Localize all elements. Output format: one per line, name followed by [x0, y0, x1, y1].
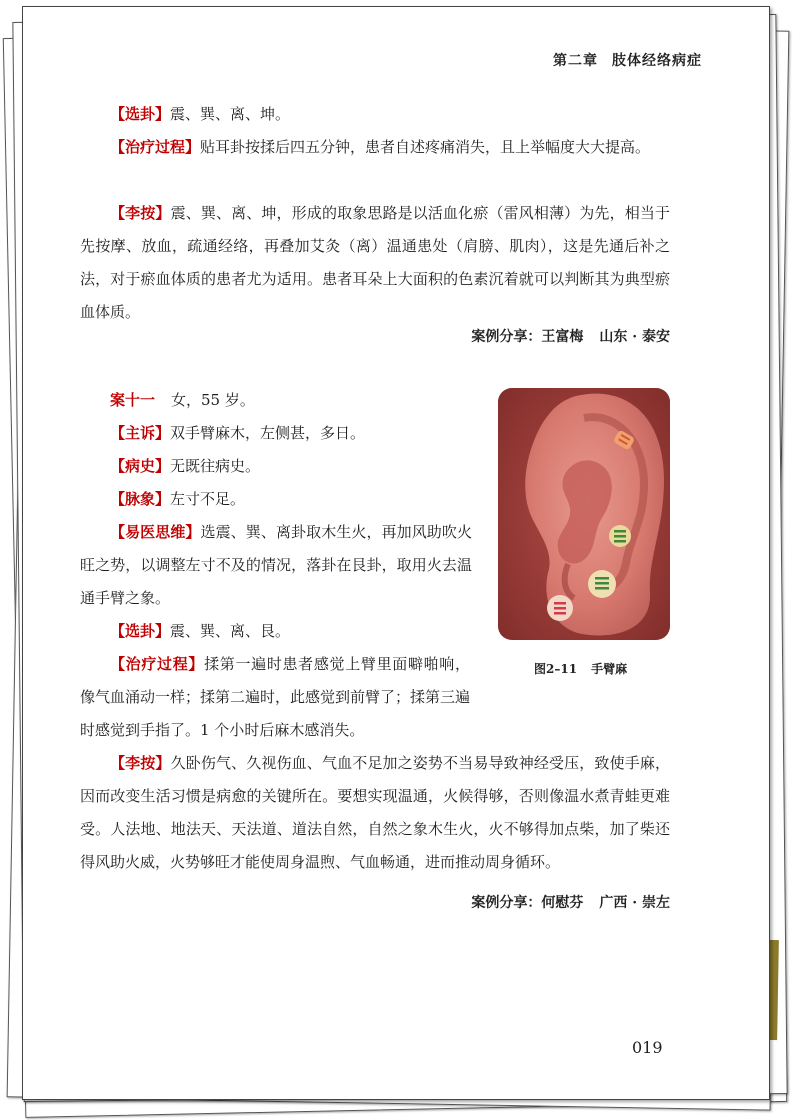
- case-b-title-info: 女，55 岁。: [171, 391, 255, 409]
- case-b-note: [80, 747, 670, 879]
- case-a-xuangua: [80, 98, 670, 131]
- case-b-xuangua: [80, 615, 470, 648]
- case-a-xuangua-text: 震、巽、离、坤。: [170, 105, 291, 123]
- case-b-pulse-text: 左寸不足。: [170, 490, 246, 508]
- ear-photo: [498, 388, 670, 640]
- case-a-credit-place: 山东 · 泰安: [599, 329, 670, 345]
- case-b-xuangua-text: 震、巽、离、艮。: [170, 622, 291, 640]
- case-a-process-tag: 【治疗过程】: [110, 138, 201, 156]
- case-b-history: [80, 450, 470, 483]
- ear-photo-drawing: [498, 388, 670, 640]
- running-header: [553, 50, 702, 70]
- case-b-title: 案十一: [110, 391, 156, 409]
- case-b-note-text: 久卧伤气、久视伤血、气血不足加之姿势不当易导致神经受压，致使手麻，因而改变生活习惯是病愈的关键所在。要想实现温通，火候得够，否则像温水煮青蛙更难受。人法地、地法天、天法道、道法自然，自然之象木生火，火不够得加点柴，加了柴还得风助火威，火势够旺才能使周身温煦、气血畅通，进而推动周身循环。: [80, 754, 670, 871]
- header-chapter: 第二章: [553, 53, 598, 69]
- case-b-process-text: 揉第一遍时患者感觉上臂里面噼啪响，像气血涌动一样；揉第二遍时，此感觉到前臂了；揉第三遍时感觉到手指了。1 个小时后麻木感消失。: [80, 655, 471, 739]
- case-a-credit-label: 案例分享：王富梅: [471, 329, 584, 345]
- case-b-history-tag: 【病史】: [110, 457, 171, 475]
- case-a-note: [80, 197, 670, 329]
- case-b-credit-place: 广西 · 崇左: [599, 895, 670, 911]
- header-title: 肢体经络病症: [612, 53, 702, 69]
- case-b-process-tag: 【治疗过程】: [110, 655, 205, 673]
- case-b-pulse: [80, 483, 470, 516]
- ear-seed-lower: [588, 570, 616, 598]
- case-b-complaint-text: 双手臂麻木，左侧甚，多日。: [170, 424, 366, 442]
- case-a-xuangua-tag: 【选卦】: [110, 105, 171, 123]
- page-number: 019: [632, 1038, 663, 1057]
- case-b-complaint: [80, 417, 470, 450]
- case-b-note-tag: 【李按】: [110, 754, 171, 772]
- ear-seed-middle: [609, 525, 631, 547]
- case-a-note-tag: 【李按】: [110, 204, 171, 222]
- case-b-credit-label: 案例分享：何慰芬: [471, 895, 584, 911]
- figure-caption-number: 图2–11: [534, 662, 578, 676]
- case-b-thinking-tag: 【易医思维】: [110, 523, 201, 541]
- case-b-pulse-tag: 【脉象】: [110, 490, 171, 508]
- case-a-credit: [471, 326, 670, 346]
- case-b-history-text: 无既往病史。: [170, 457, 261, 475]
- case-b-thinking: [80, 516, 472, 615]
- case-a-note-text: 震、巽、离、坤，形成的取象思路是以活血化瘀（雷风相薄）为先，相当于先按摩、放血，疏通经络，再叠加艾灸（离）温通患处（肩膀、肌肉），这是先通后补之法，对于瘀血体质的患者尤为适用。患者耳朵上大面积的色素沉着就可以判断其为典型瘀血体质。: [80, 204, 670, 321]
- case-b-thinking-text: 选震、巽、离卦取木生火，再加风助吹火旺之势，以调整左寸不及的情况，落卦在艮卦，取用火去温通手臂之象。: [80, 523, 472, 607]
- case-a-process-text: 贴耳卦按揉后四五分钟，患者自述疼痛消失，且上举幅度大大提高。: [200, 138, 651, 156]
- figure-caption: [534, 660, 627, 677]
- ear-seed-bottom: [547, 595, 573, 621]
- case-b-title-line: [80, 384, 500, 417]
- figure-caption-text: 手臂麻: [591, 662, 628, 676]
- case-b-credit: [471, 892, 670, 912]
- case-b-complaint-tag: 【主诉】: [110, 424, 171, 442]
- case-a-process: [80, 131, 670, 164]
- case-b-xuangua-tag: 【选卦】: [110, 622, 171, 640]
